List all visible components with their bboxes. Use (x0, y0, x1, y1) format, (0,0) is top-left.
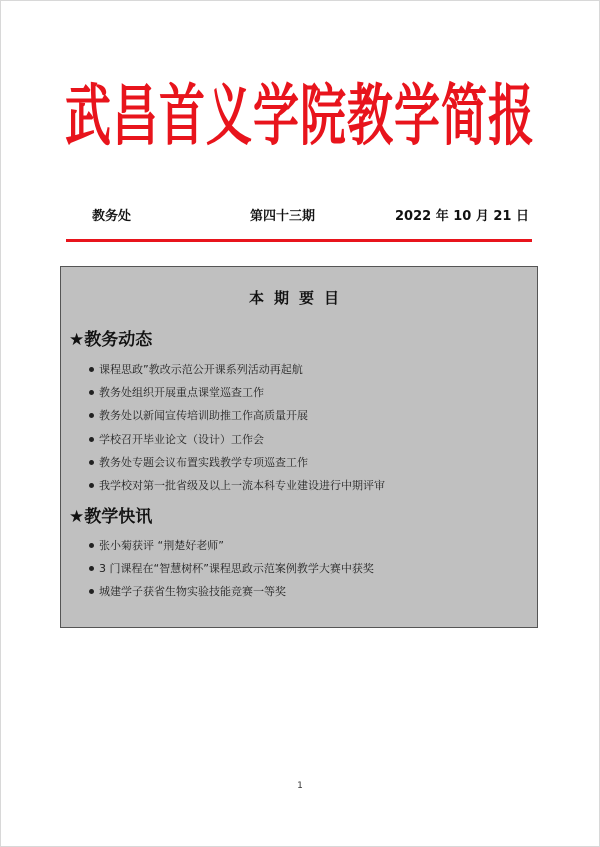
bullet-icon (89, 483, 94, 488)
toc-item[interactable] (89, 431, 264, 447)
toc-item[interactable] (89, 407, 308, 423)
department-label: 教务处 (92, 209, 132, 224)
toc-item[interactable] (89, 361, 303, 377)
toc-item-label: 教务处专题会议布置实践教学专项巡查工作 (99, 456, 308, 469)
toc-item-label: 教务处组织开展重点课堂巡查工作 (99, 386, 264, 399)
section-heading-teaching-news: ★教学快讯 (69, 507, 153, 527)
bullet-icon (89, 566, 94, 571)
toc-item[interactable] (89, 537, 224, 553)
toc-title: 本期要目 (248, 289, 349, 307)
toc-item-label: 3 门课程在“智慧树杯”课程思政示范案例教学大赛中获奖 (99, 562, 374, 575)
toc-item-label: 学校召开毕业论文（设计）工作会 (99, 433, 264, 446)
bullet-icon (89, 390, 94, 395)
bullet-icon (89, 460, 94, 465)
toc-item[interactable] (89, 454, 308, 470)
toc-item-label: 张小菊获评 “荆楚好老师” (99, 539, 224, 552)
bullet-icon (89, 543, 94, 548)
bullet-icon (89, 589, 94, 594)
header-divider (66, 239, 532, 242)
bullet-icon (89, 437, 94, 442)
bullet-icon (89, 367, 94, 372)
toc-item-label: 我学校对第一批省级及以上一流本科专业建设进行中期评审 (99, 479, 385, 492)
newsletter-masthead: 武昌首义学院教学简报 (65, 76, 535, 155)
toc-item[interactable] (89, 477, 385, 493)
table-of-contents (60, 266, 538, 628)
toc-item[interactable] (89, 583, 286, 599)
issue-date: 2022 年 10 月 21 日 (395, 209, 529, 224)
page-number: 1 (297, 781, 303, 791)
toc-item-label: 课程思政”教改示范公开课系列活动再起航 (99, 363, 303, 376)
toc-item-label: 教务处以新闻宣传培训助推工作高质量开展 (99, 409, 308, 422)
toc-item[interactable] (89, 384, 264, 400)
bullet-icon (89, 413, 94, 418)
issue-number: 第四十三期 (250, 209, 316, 224)
toc-item[interactable] (89, 560, 374, 576)
toc-item-label: 城建学子获省生物实验技能竞赛一等奖 (99, 585, 286, 598)
section-heading-academic-affairs: ★教务动态 (69, 330, 153, 350)
